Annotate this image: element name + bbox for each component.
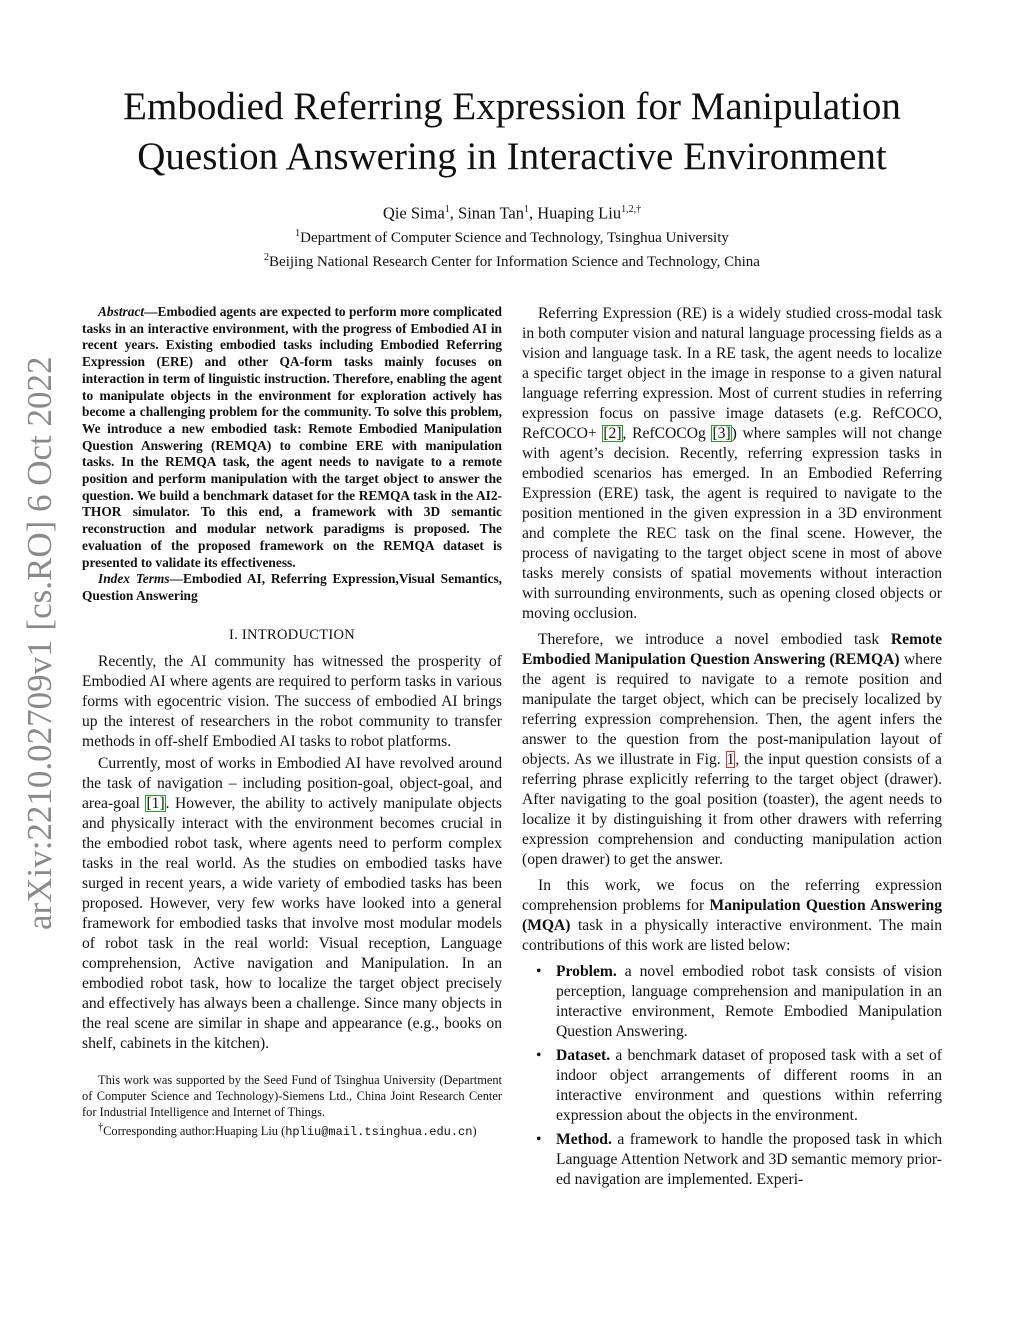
list-item <box>522 962 942 1042</box>
right-p3-b: task in a physically interactive environment. The main contributions of this work are listed below: <box>522 917 942 954</box>
intro-p2-b: . However, the ability to actively manipulate objects and physically interact with the environment becomes crucial in the embodied robot task, where agents need to perform complex tasks in the real world. As the studies on embodied tasks have surged in recent years, a wide variety of embodied tasks has been proposed. However, very few works have looked into a general framework for embodied tasks that involve most modular models of robot task in the real world: Visual reception, Language comprehension, Active navigation and Manipulation. In an embodied robot task, how to localize the target object precisely and effectively has always been a challenge. Since many objects in the real scene are similar in shape and appearance (e.g., books on shelf, cabinets in the kitchen). <box>82 794 502 1052</box>
right-paragraph-3 <box>522 876 942 956</box>
figure-link[interactable]: 1 <box>726 751 735 768</box>
title-line-2: Question Answering in Interactive Environment <box>137 135 887 178</box>
author-names: Qie Sima$^1$, Sinan Tan$^1$, Huaping Liu$^{1,2,\dagger}$ <box>382 203 642 223</box>
footnote-corr-b: ) <box>472 1123 477 1138</box>
list-item-text: a benchmark dataset of proposed task with a set of indoor object arrangements of different rooms in an interactive environment and questions within referring expression about the objects in the environment. <box>556 1047 942 1124</box>
abstract-label: Abstract <box>98 304 145 319</box>
right-paragraph-1 <box>522 304 942 624</box>
bullet-icon: • <box>536 1131 542 1148</box>
intro-p2-a: Currently, most of works in Embodied AI have revolved around the task of navigation – including position-goal, object-goal, and area-goal <box>82 754 502 812</box>
affiliation-1-text: Department of Computer Science and Technology, Tsinghua University <box>300 229 729 246</box>
right-p2-b: where the agent is required to navigate to a remote position and manipulate the target object, which can be precisely localized by referring expression comprehension. Then, the agent infers the answer to the question from the post-manipulation layout of objects. As we illustrate in Fig. <box>522 651 942 768</box>
section-heading-introduction: I. INTRODUCTION <box>228 626 356 643</box>
arxiv-watermark: arXiv:2210.02709v1 [cs.RO] 6 Oct 2022 <box>20 356 59 930</box>
paper-title <box>60 82 964 182</box>
author-3: Huaping Liu <box>537 203 622 223</box>
author-3-sup: 1,2,† <box>621 204 642 215</box>
list-item-head: Dataset. <box>556 1047 611 1064</box>
right-p2-bold: Remote Embodied Manipulation Question Answering (REMQA) <box>522 631 942 668</box>
right-p2-a: Therefore, we introduce a novel embodied task <box>538 631 891 648</box>
list-item <box>522 1130 942 1190</box>
footnote-dagger: † <box>98 1121 104 1133</box>
affiliation-2-sup: 2 <box>264 251 270 263</box>
citation-link[interactable]: [2] <box>603 425 622 442</box>
right-p3-a: In this work, we focus on the referring expression comprehension problems for <box>522 877 942 914</box>
left-column <box>82 304 502 1140</box>
right-p1-a: Referring Expression (RE) is a widely studied cross-modal task in both computer vision and natural language processing fields as a vision and language task. In a RE task, the agent needs to localize a specific target object in the image in response to a given natural language referring expression. Most of current studies in referring expression focus on passive image datasets (e.g. RefCOCO, RefCOCO+ <box>522 305 942 442</box>
footnote <box>82 1072 502 1140</box>
author-1-sup: 1 <box>444 204 450 215</box>
title-line-1: Embodied Referring Expression for Manipulation <box>123 85 901 128</box>
right-p1-c: ) where samples will not change with agent’s decision. Recently, referring expression tasks in embodied scenarios has emerged. In an Embodied Referring Expression (ERE) task, the agent is required to navigate to the position mentioned in the given expression in a 3D environment and complete the REC task on the final scene. However, the process of navigating to the target object scene in most of above tasks merely consists of spatial movements without interaction with surrounding environments, such as opening closed objects or moving occlusion. <box>522 425 942 622</box>
affiliation-2-text: Beijing National Research Center for Information Science and Technology, China <box>269 253 760 270</box>
author-1: Qie Sima <box>382 203 445 223</box>
right-p2-c: , the input question consists of a referring phrase explicitly referring to the target object (drawer). After navigating to the goal position (toaster), the agent needs to localize it by distinguishing it from other drawers with referring expression comprehension and conducting manipulation action (open drawer) to get the answer. <box>522 751 942 868</box>
list-item-head: Problem. <box>556 963 617 980</box>
email-link[interactable]: hpliu@mail.tsinghua.edu.cn <box>285 1124 473 1139</box>
list-item-head: Method. <box>556 1131 612 1148</box>
contributions-list <box>522 962 942 1190</box>
bullet-icon: • <box>536 1047 542 1064</box>
index-terms-label: Index Terms <box>98 571 170 587</box>
footnote-corr-a: Corresponding author:Huaping Liu ( <box>103 1123 286 1138</box>
citation-link[interactable]: [3] <box>712 425 731 442</box>
list-item <box>522 1046 942 1126</box>
author-2: Sinan Tan <box>458 203 524 223</box>
affiliation-1 <box>60 224 964 248</box>
right-paragraph-2 <box>522 630 942 870</box>
intro-paragraph-2 <box>82 754 502 1054</box>
right-p1-b: , RefCOCOg <box>622 425 712 442</box>
author-2-sup: 1 <box>523 204 529 215</box>
author-block <box>60 200 964 272</box>
footnote-corresponding <box>82 1120 502 1140</box>
intro-paragraph-1: Recently, the AI community has witnessed the prosperity of Embodied AI where agents are required to perform tasks in various forms with egocentric vision. The success of embodied AI brings up the interest of researchers in the robot community to transfer methods in off-shelf Embodied AI tasks to robot platforms. <box>82 652 502 750</box>
affiliation-2 <box>60 248 964 272</box>
citation-link[interactable]: [1] <box>146 794 165 812</box>
list-item-text: a novel embodied robot task consists of vision perception, language comprehension and manipulation in an interactive environment, Remote Embodied Manipulation Question Answering. <box>556 963 942 1040</box>
right-column <box>522 304 942 1194</box>
footnote-funding: This work was supported by the Seed Fund of Tsinghua University (Department of Computer Science and Technology)-Siemens Ltd., China Joint Research Center for Industrial Intelligence and Internet of Things. <box>82 1072 502 1119</box>
index-terms <box>82 571 502 604</box>
abstract <box>82 304 502 571</box>
bullet-icon: • <box>536 963 542 980</box>
index-terms-text: —Embodied AI, Referring Expression,Visual Semantics, Question Answering <box>82 571 502 603</box>
list-item-text: a framework to handle the proposed task in which Language Attention Network and 3D semantic memory prior-ed navigation are implemented. Experi- <box>556 1131 942 1188</box>
affiliation-1-sup: 1 <box>295 227 301 239</box>
abstract-text: —Embodied agents are expected to perform more complicated tasks in an interactive environment, with the progress of Embodied AI in recent years. Existing embodied tasks including Embodied Referring Expression (ERE) and other QA-form tasks mainly focuses on interaction in term of linguistic instruction. Therefore, enabling the agent to manipulate objects in the environment for exploration actively has become a challenging problem for the community. To solve this problem, We introduce a new embodied task: Remote Embodied Manipulation Question Answering (REMQA) to combine ERE with manipulation tasks. In the REMQA task, the agent needs to navigate to a remote position and perform manipulation with the target object to answer the question. We build a benchmark dataset for the REMQA task in the AI2-THOR simulator. To this end, a framework with 3D semantic reconstruction and modular network paradigms is proposed. The evaluation of the proposed framework on the REMQA dataset is presented to validate its effectiveness. <box>82 304 502 570</box>
right-p3-bold: Manipulation Question Answering (MQA) <box>522 897 942 934</box>
